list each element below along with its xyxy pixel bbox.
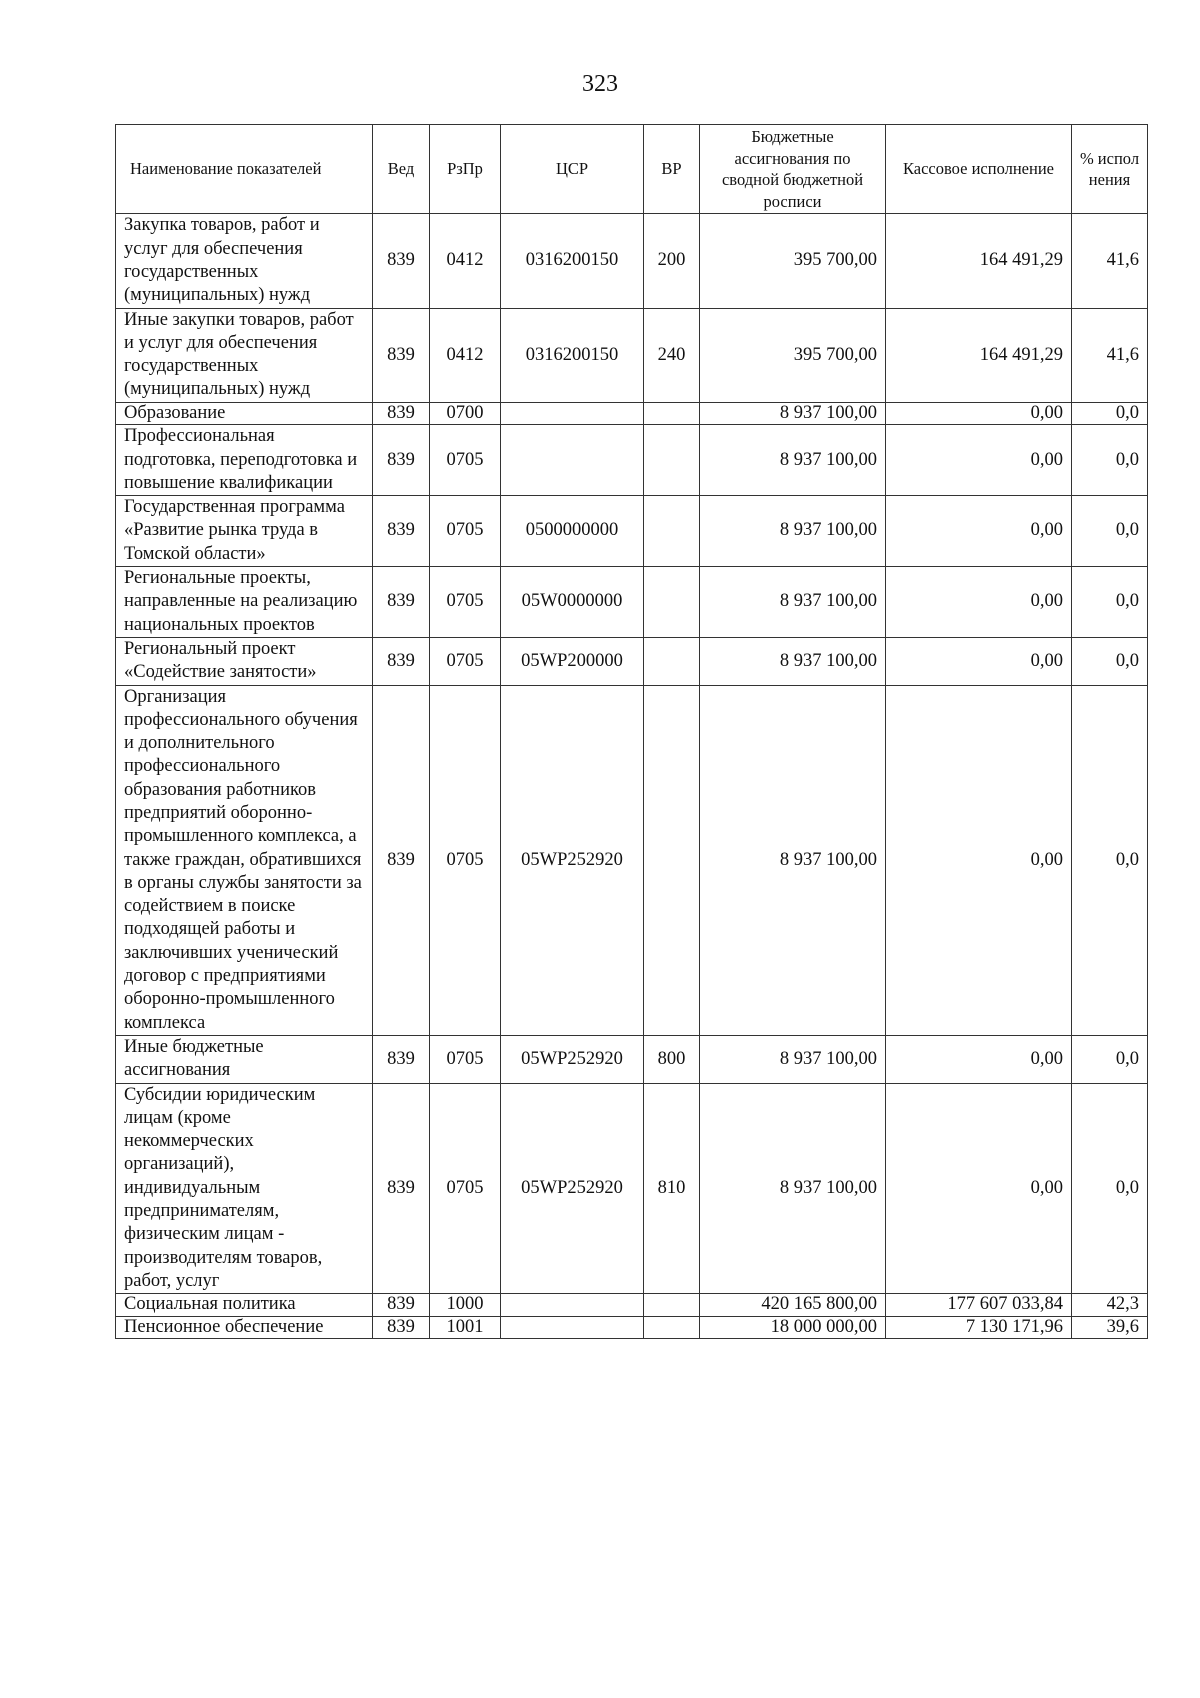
table-header-row (116, 125, 1148, 214)
cell-cash: 0,00 (886, 1035, 1072, 1083)
cell-budget: 18 000 000,00 (700, 1316, 886, 1339)
cell-ved: 839 (373, 425, 430, 496)
cell-budget: 8 937 100,00 (700, 402, 886, 425)
cell-cash: 0,00 (886, 685, 1072, 1035)
cell-vr (644, 1294, 700, 1317)
cell-rzpr: 0705 (430, 685, 501, 1035)
cell-vr: 240 (644, 308, 700, 402)
cell-name: Организация профессионального обучения и дополнительного профессионального образования работников предприятий оборонно-промышленного комплекса, а также граждан, обратившихся в органы службы занятости за содействием в поиске подходящей работы и заключивших ученический договор с предприятиями оборонно-промышленного комплекса (116, 685, 373, 1035)
cell-vr (644, 685, 700, 1035)
cell-percent: 0,0 (1072, 402, 1148, 425)
cell-name: Образование (116, 402, 373, 425)
cell-budget: 420 165 800,00 (700, 1294, 886, 1317)
cell-ved: 839 (373, 214, 430, 308)
cell-percent: 0,0 (1072, 685, 1148, 1035)
cell-ved: 839 (373, 637, 430, 685)
cell-name: Региональный проект «Содействие занятости» (116, 637, 373, 685)
cell-budget: 8 937 100,00 (700, 1083, 886, 1294)
cell-budget: 8 937 100,00 (700, 425, 886, 496)
table-row (116, 1035, 1148, 1083)
table-row (116, 402, 1148, 425)
cell-percent: 0,0 (1072, 567, 1148, 638)
cell-percent: 0,0 (1072, 1035, 1148, 1083)
cell-percent: 41,6 (1072, 308, 1148, 402)
cell-vr (644, 496, 700, 567)
cell-name: Субсидии юридическим лицам (кроме некоммерческих организаций), индивидуальным предпринимателям, физическим лицам - производителям товаров, работ, услуг (116, 1083, 373, 1294)
cell-percent: 0,0 (1072, 1083, 1148, 1294)
header-rzpr: РзПр (430, 125, 501, 214)
cell-name: Пенсионное обеспечение (116, 1316, 373, 1339)
cell-rzpr: 0412 (430, 308, 501, 402)
cell-rzpr: 0705 (430, 637, 501, 685)
cell-rzpr: 1001 (430, 1316, 501, 1339)
cell-vr (644, 637, 700, 685)
header-ved: Вед (373, 125, 430, 214)
cell-cash: 0,00 (886, 567, 1072, 638)
cell-vr (644, 402, 700, 425)
cell-rzpr: 1000 (430, 1294, 501, 1317)
cell-ved: 839 (373, 567, 430, 638)
cell-vr: 810 (644, 1083, 700, 1294)
cell-rzpr: 0705 (430, 567, 501, 638)
cell-ved: 839 (373, 1294, 430, 1317)
cell-cash: 0,00 (886, 637, 1072, 685)
cell-budget: 8 937 100,00 (700, 1035, 886, 1083)
header-vr: ВР (644, 125, 700, 214)
cell-name: Региональные проекты, направленные на реализацию национальных проектов (116, 567, 373, 638)
cell-ved: 839 (373, 1316, 430, 1339)
cell-cash: 164 491,29 (886, 214, 1072, 308)
header-percent: % испол нения (1072, 125, 1148, 214)
cell-percent: 0,0 (1072, 637, 1148, 685)
cell-csr (501, 425, 644, 496)
table-row (116, 1294, 1148, 1317)
header-budget: Бюджетные ассигнования по сводной бюджетной росписи (700, 125, 886, 214)
header-cash: Кассовое исполнение (886, 125, 1072, 214)
table-row (116, 214, 1148, 308)
cell-ved: 839 (373, 1083, 430, 1294)
cell-cash: 0,00 (886, 425, 1072, 496)
cell-ved: 839 (373, 496, 430, 567)
cell-vr (644, 567, 700, 638)
cell-rzpr: 0700 (430, 402, 501, 425)
cell-percent: 0,0 (1072, 496, 1148, 567)
cell-budget: 8 937 100,00 (700, 637, 886, 685)
header-csr: ЦСР (501, 125, 644, 214)
cell-cash: 0,00 (886, 1083, 1072, 1294)
cell-rzpr: 0705 (430, 496, 501, 567)
table-row (116, 1316, 1148, 1339)
cell-name: Закупка товаров, работ и услуг для обеспечения государственных (муниципальных) нужд (116, 214, 373, 308)
table-row (116, 308, 1148, 402)
cell-csr (501, 1316, 644, 1339)
table-row (116, 685, 1148, 1035)
table-row (116, 496, 1148, 567)
cell-ved: 839 (373, 308, 430, 402)
cell-cash: 0,00 (886, 496, 1072, 567)
cell-rzpr: 0705 (430, 1083, 501, 1294)
table-row (116, 425, 1148, 496)
cell-csr: 0500000000 (501, 496, 644, 567)
cell-vr: 200 (644, 214, 700, 308)
cell-rzpr: 0412 (430, 214, 501, 308)
cell-budget: 8 937 100,00 (700, 496, 886, 567)
budget-execution-table (115, 124, 1148, 1339)
table-row (116, 1083, 1148, 1294)
cell-budget: 8 937 100,00 (700, 567, 886, 638)
cell-percent: 42,3 (1072, 1294, 1148, 1317)
cell-csr: 05WP252920 (501, 1035, 644, 1083)
cell-ved: 839 (373, 1035, 430, 1083)
cell-budget: 395 700,00 (700, 214, 886, 308)
cell-name: Государственная программа «Развитие рынка труда в Томской области» (116, 496, 373, 567)
cell-vr (644, 1316, 700, 1339)
cell-ved: 839 (373, 685, 430, 1035)
cell-percent: 0,0 (1072, 425, 1148, 496)
cell-csr: 0316200150 (501, 214, 644, 308)
cell-cash: 7 130 171,96 (886, 1316, 1072, 1339)
page-number: 323 (582, 71, 618, 97)
cell-csr: 05WP252920 (501, 685, 644, 1035)
cell-ved: 839 (373, 402, 430, 425)
cell-name: Иные закупки товаров, работ и услуг для обеспечения государственных (муниципальных) нужд (116, 308, 373, 402)
cell-vr (644, 425, 700, 496)
cell-percent: 39,6 (1072, 1316, 1148, 1339)
cell-rzpr: 0705 (430, 1035, 501, 1083)
cell-vr: 800 (644, 1035, 700, 1083)
table-row (116, 637, 1148, 685)
cell-cash: 177 607 033,84 (886, 1294, 1072, 1317)
cell-csr: 05WP200000 (501, 637, 644, 685)
cell-csr: 05W0000000 (501, 567, 644, 638)
cell-rzpr: 0705 (430, 425, 501, 496)
cell-csr: 0316200150 (501, 308, 644, 402)
cell-csr (501, 1294, 644, 1317)
cell-name: Иные бюджетные ассигнования (116, 1035, 373, 1083)
cell-name: Социальная политика (116, 1294, 373, 1317)
cell-cash: 0,00 (886, 402, 1072, 425)
cell-budget: 395 700,00 (700, 308, 886, 402)
cell-name: Профессиональная подготовка, переподготовка и повышение квалификации (116, 425, 373, 496)
table-row (116, 567, 1148, 638)
cell-cash: 164 491,29 (886, 308, 1072, 402)
cell-budget: 8 937 100,00 (700, 685, 886, 1035)
cell-csr: 05WP252920 (501, 1083, 644, 1294)
cell-percent: 41,6 (1072, 214, 1148, 308)
cell-csr (501, 402, 644, 425)
header-name: Наименование показателей (116, 125, 373, 214)
